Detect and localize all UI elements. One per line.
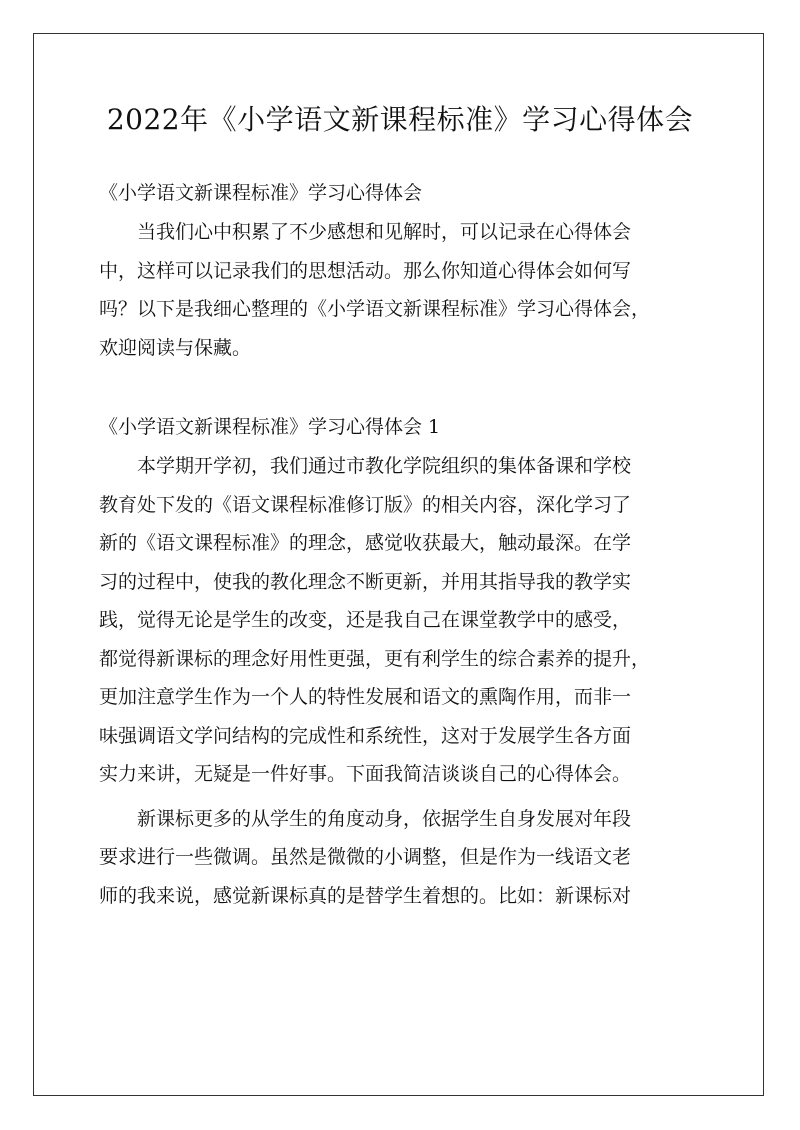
paragraph-line: 教育处下发的《语文课程标准修订版》的相关内容，深化学习了: [99, 493, 632, 516]
document-body: [99, 95, 701, 915]
intro-heading: 《小学语文新课程标准》学习心得体会: [99, 182, 423, 204]
paragraph-line: 实力来讲，无疑是一件好事。下面我简洁谈谈自己的心得体会。: [99, 763, 632, 785]
paragraph-line: 践，觉得无论是学生的改变，还是我自己在课堂教学中的感受，: [99, 609, 632, 631]
paragraph-line: 当我们心中积累了不少感想和见解时，可以记录在心得体会: [137, 221, 632, 243]
paragraph-line: 新的《语文课程标准》的理念，感觉收获最大，触动最深。在学: [99, 532, 632, 554]
intro-paragraph: [99, 213, 701, 367]
paragraph-line: 习的过程中，使我的教化理念不断更新，并用其指导我的教学实: [99, 570, 632, 593]
paragraph-line: 要求进行一些微调。虽然是微微的小调整，但是作为一线语文老: [99, 846, 632, 868]
paragraph-line: 都觉得新课标的理念好用性更强，更有利学生的综合素养的提升，: [99, 647, 651, 670]
paragraph-line: 新课标更多的从学生的角度动身，依据学生自身发展对年段: [137, 807, 632, 830]
paragraph-line: 师的我来说，感觉新课标真的是替学生着想的。比如：新课标对: [99, 884, 632, 907]
section-1-paragraph-2: [99, 800, 701, 916]
paragraph-line: 本学期开学初，我们通过市教化学院组织的集体备课和学校: [137, 455, 632, 477]
paragraph-line: 欢迎阅读与保藏。: [99, 336, 252, 359]
section-1-heading: 《小学语文新课程标准》学习心得体会 1: [99, 416, 441, 438]
document-title: 2022年《小学语文新课程标准》学习心得体会: [106, 103, 694, 136]
paragraph-line: 吗？以下是我细心整理的《小学语文新课程标准》学习心得体会，: [99, 298, 651, 320]
paragraph-line: 中，这样可以记录我们的思想活动。那么你知道心得体会如何写: [99, 259, 632, 282]
paragraph-line: 味强调语文学问结构的完成性和系统性，这对于发展学生各方面: [99, 724, 632, 747]
paragraph-line: 更加注意学生作为一个人的特性发展和语文的熏陶作用，而非一: [99, 686, 632, 708]
section-1-paragraph-1: [99, 447, 701, 794]
